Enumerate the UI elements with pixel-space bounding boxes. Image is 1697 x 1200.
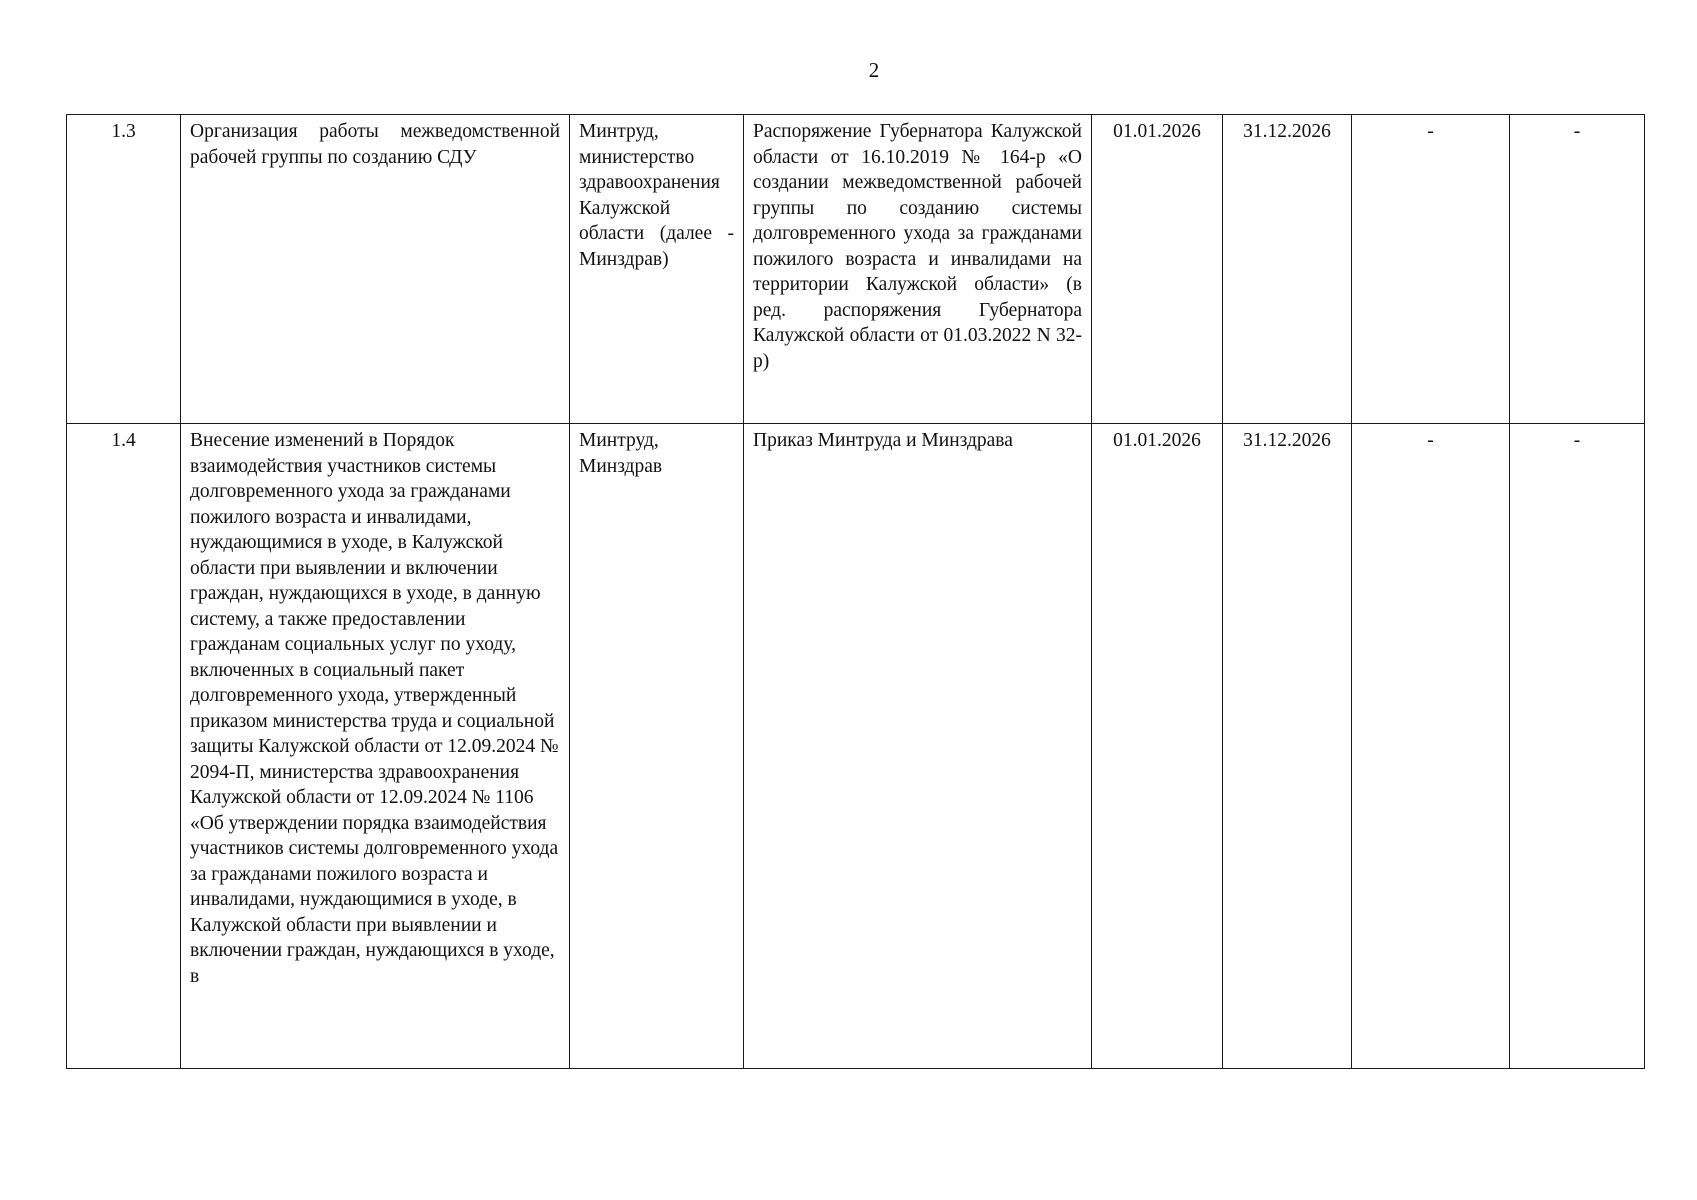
end-date-cell: 31.12.2026 <box>1223 424 1352 1069</box>
end-date-cell: 31.12.2026 <box>1223 115 1352 424</box>
table-row <box>67 115 1645 424</box>
page-number: 2 <box>868 58 880 82</box>
row-number-cell: 1.4 <box>67 424 181 1069</box>
document-cell: Приказ Минтруда и Минздрава <box>744 424 1092 1069</box>
start-date-cell: 01.01.2026 <box>1092 115 1223 424</box>
value-cell: - <box>1352 115 1510 424</box>
activity-cell: Организация работы межведомственной рабочей группы по созданию СДУ <box>181 115 570 424</box>
responsible-cell: Минтруд, министерство здравоохранения Калужской области (далее - Минздрав) <box>570 115 744 424</box>
responsible-cell: Минтруд, Минздрав <box>570 424 744 1069</box>
value-cell: - <box>1510 115 1645 424</box>
table-row <box>67 424 1645 1069</box>
document-cell: Распоряжение Губернатора Калужской области от 16.10.2019 № 164-р «О создании межведомственной рабочей группы по созданию системы долговременного ухода за гражданами пожилого возраста и инвалидами на территории Калужской области» (в ред. распоряжения Губернатора Калужской области от 01.03.2022 N 32-р) <box>744 115 1092 424</box>
value-cell: - <box>1352 424 1510 1069</box>
row-number-cell: 1.3 <box>67 115 181 424</box>
start-date-cell: 01.01.2026 <box>1092 424 1223 1069</box>
plan-table <box>66 114 1645 1069</box>
value-cell: - <box>1510 424 1645 1069</box>
activity-cell: Внесение изменений в Порядок взаимодействия участников системы долговременного ухода за гражданами пожилого возраста и инвалидами, нуждающимися в уходе, в Калужской области при выявлении и включении граждан, нуждающихся в уходе, в данную систему, а также предоставлении гражданам социальных услуг по уходу, включенных в социальный пакет долговременного ухода, утвержденный приказом министерства труда и социальной защиты Калужской области от 12.09.2024 № 2094-П, министерства здравоохранения Калужской области от 12.09.2024 № 1106 «Об утверждении порядка взаимодействия участников системы долговременного ухода за гражданами пожилого возраста и инвалидами, нуждающимися в уходе, в Калужской области при выявлении и включении граждан, нуждающихся в уходе, в <box>181 424 570 1069</box>
